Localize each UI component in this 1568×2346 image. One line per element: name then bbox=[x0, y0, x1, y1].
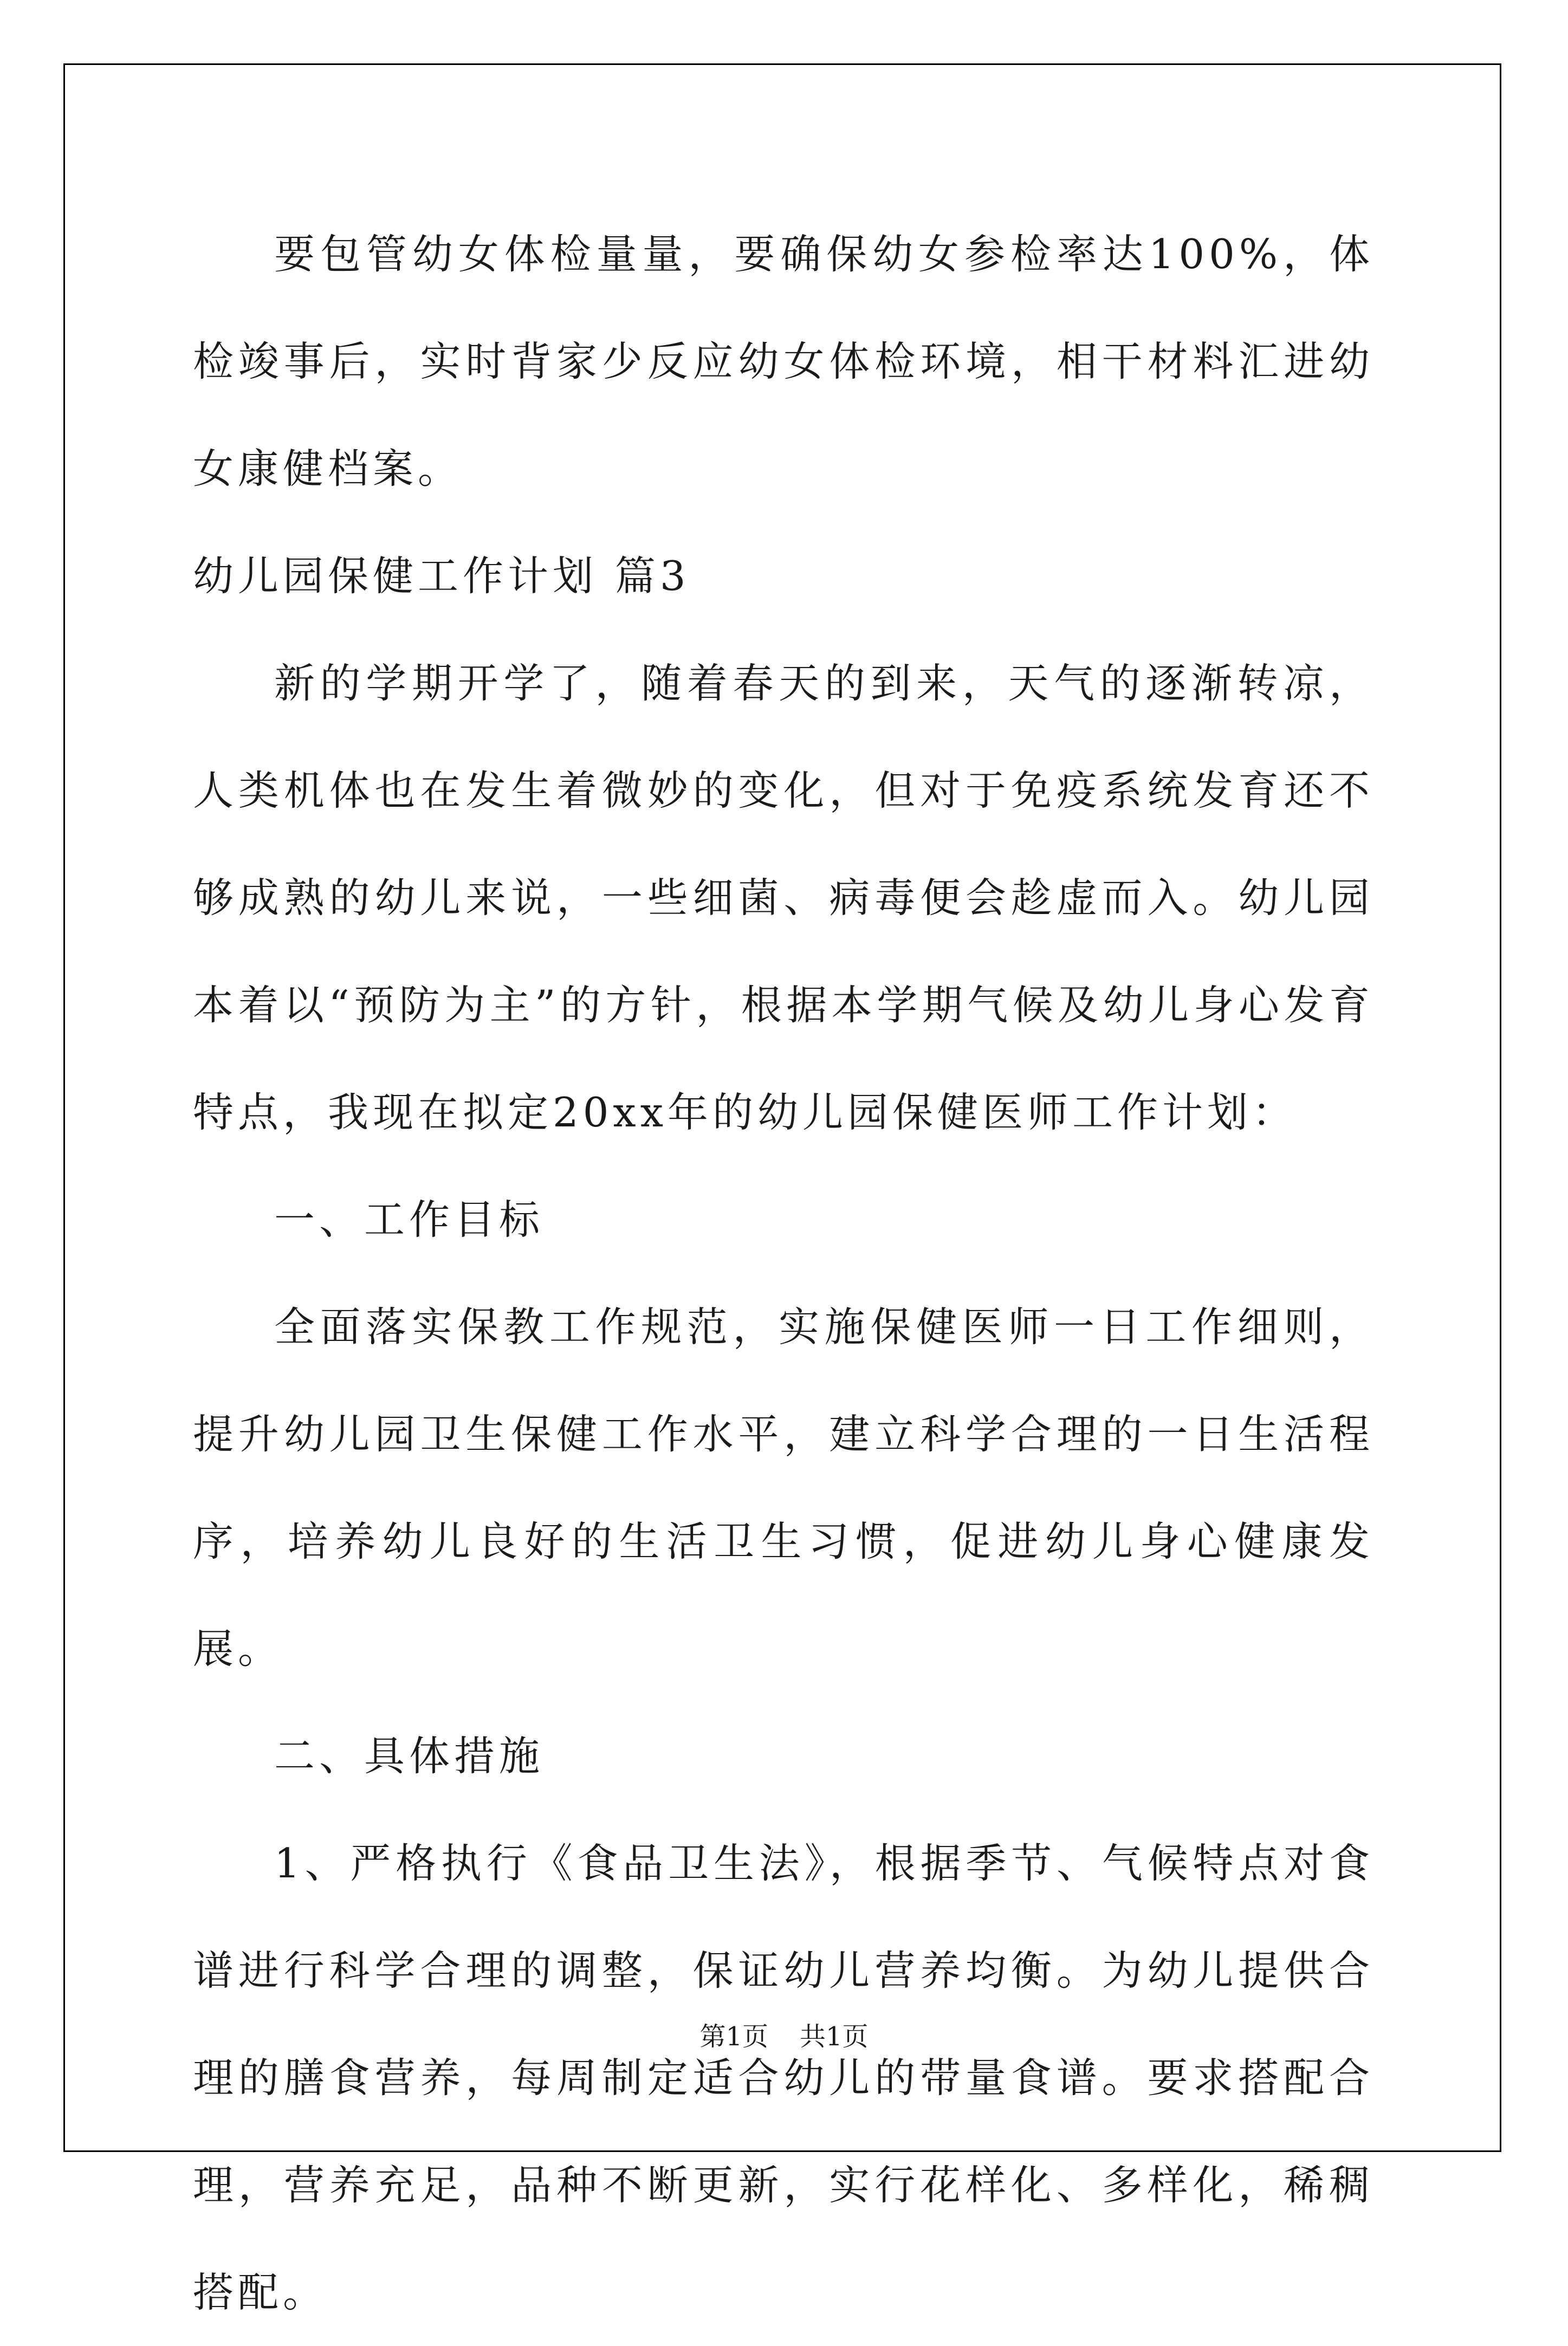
paragraph-measure-1: 1、严格执行《食品卫生法》，根据季节、气候特点对食谱进行科学合理的调整，保证幼儿营养均衡。为幼儿提供合理的膳食营养，每周制定适合幼儿的带量食谱。要求搭配合理，营养充足，品种不断更新，实行花样化、多样化，稀稠搭配。 bbox=[193, 1839, 1374, 2316]
heading-work-goals: 一、工作目标 bbox=[274, 1196, 545, 1243]
paragraph-work-goals: 全面落实保教工作规范，实施保健医师一日工作细则，提升幼儿园卫生保健工作水平，建立科学合理的一日生活程序，培养幼儿良好的生活卫生习惯，促进幼儿身心健康发展。 bbox=[193, 1303, 1374, 1673]
heading-specific-measures: 二、具体措施 bbox=[274, 1732, 545, 1780]
paragraph-intro: 新的学期开学了，随着春天的到来，天气的逐渐转凉，人类机体也在发生着微妙的变化，但对于免疫系统发育还不够成熟的幼儿来说，一些细菌、病毒便会趁虚而入。幼儿园本着以“预防为主”的方针，根据本学期气候及幼儿身心发育特点，我现在拟定20xx年的幼儿园保健医师工作计划： bbox=[193, 659, 1374, 1136]
page-footer bbox=[0, 2016, 1568, 2053]
page-total: 共1页 bbox=[800, 2021, 869, 2052]
page-number: 第1页 bbox=[699, 2021, 768, 2052]
paragraph-health-check: 要包管幼女体检量量，要确保幼女参检率达100%，体检竣事后，实时背家少反应幼女体检环境，相干材料汇进幼女康健档案。 bbox=[193, 230, 1374, 492]
section-heading-part-3: 幼儿园保健工作计划 篇3 bbox=[193, 552, 690, 600]
